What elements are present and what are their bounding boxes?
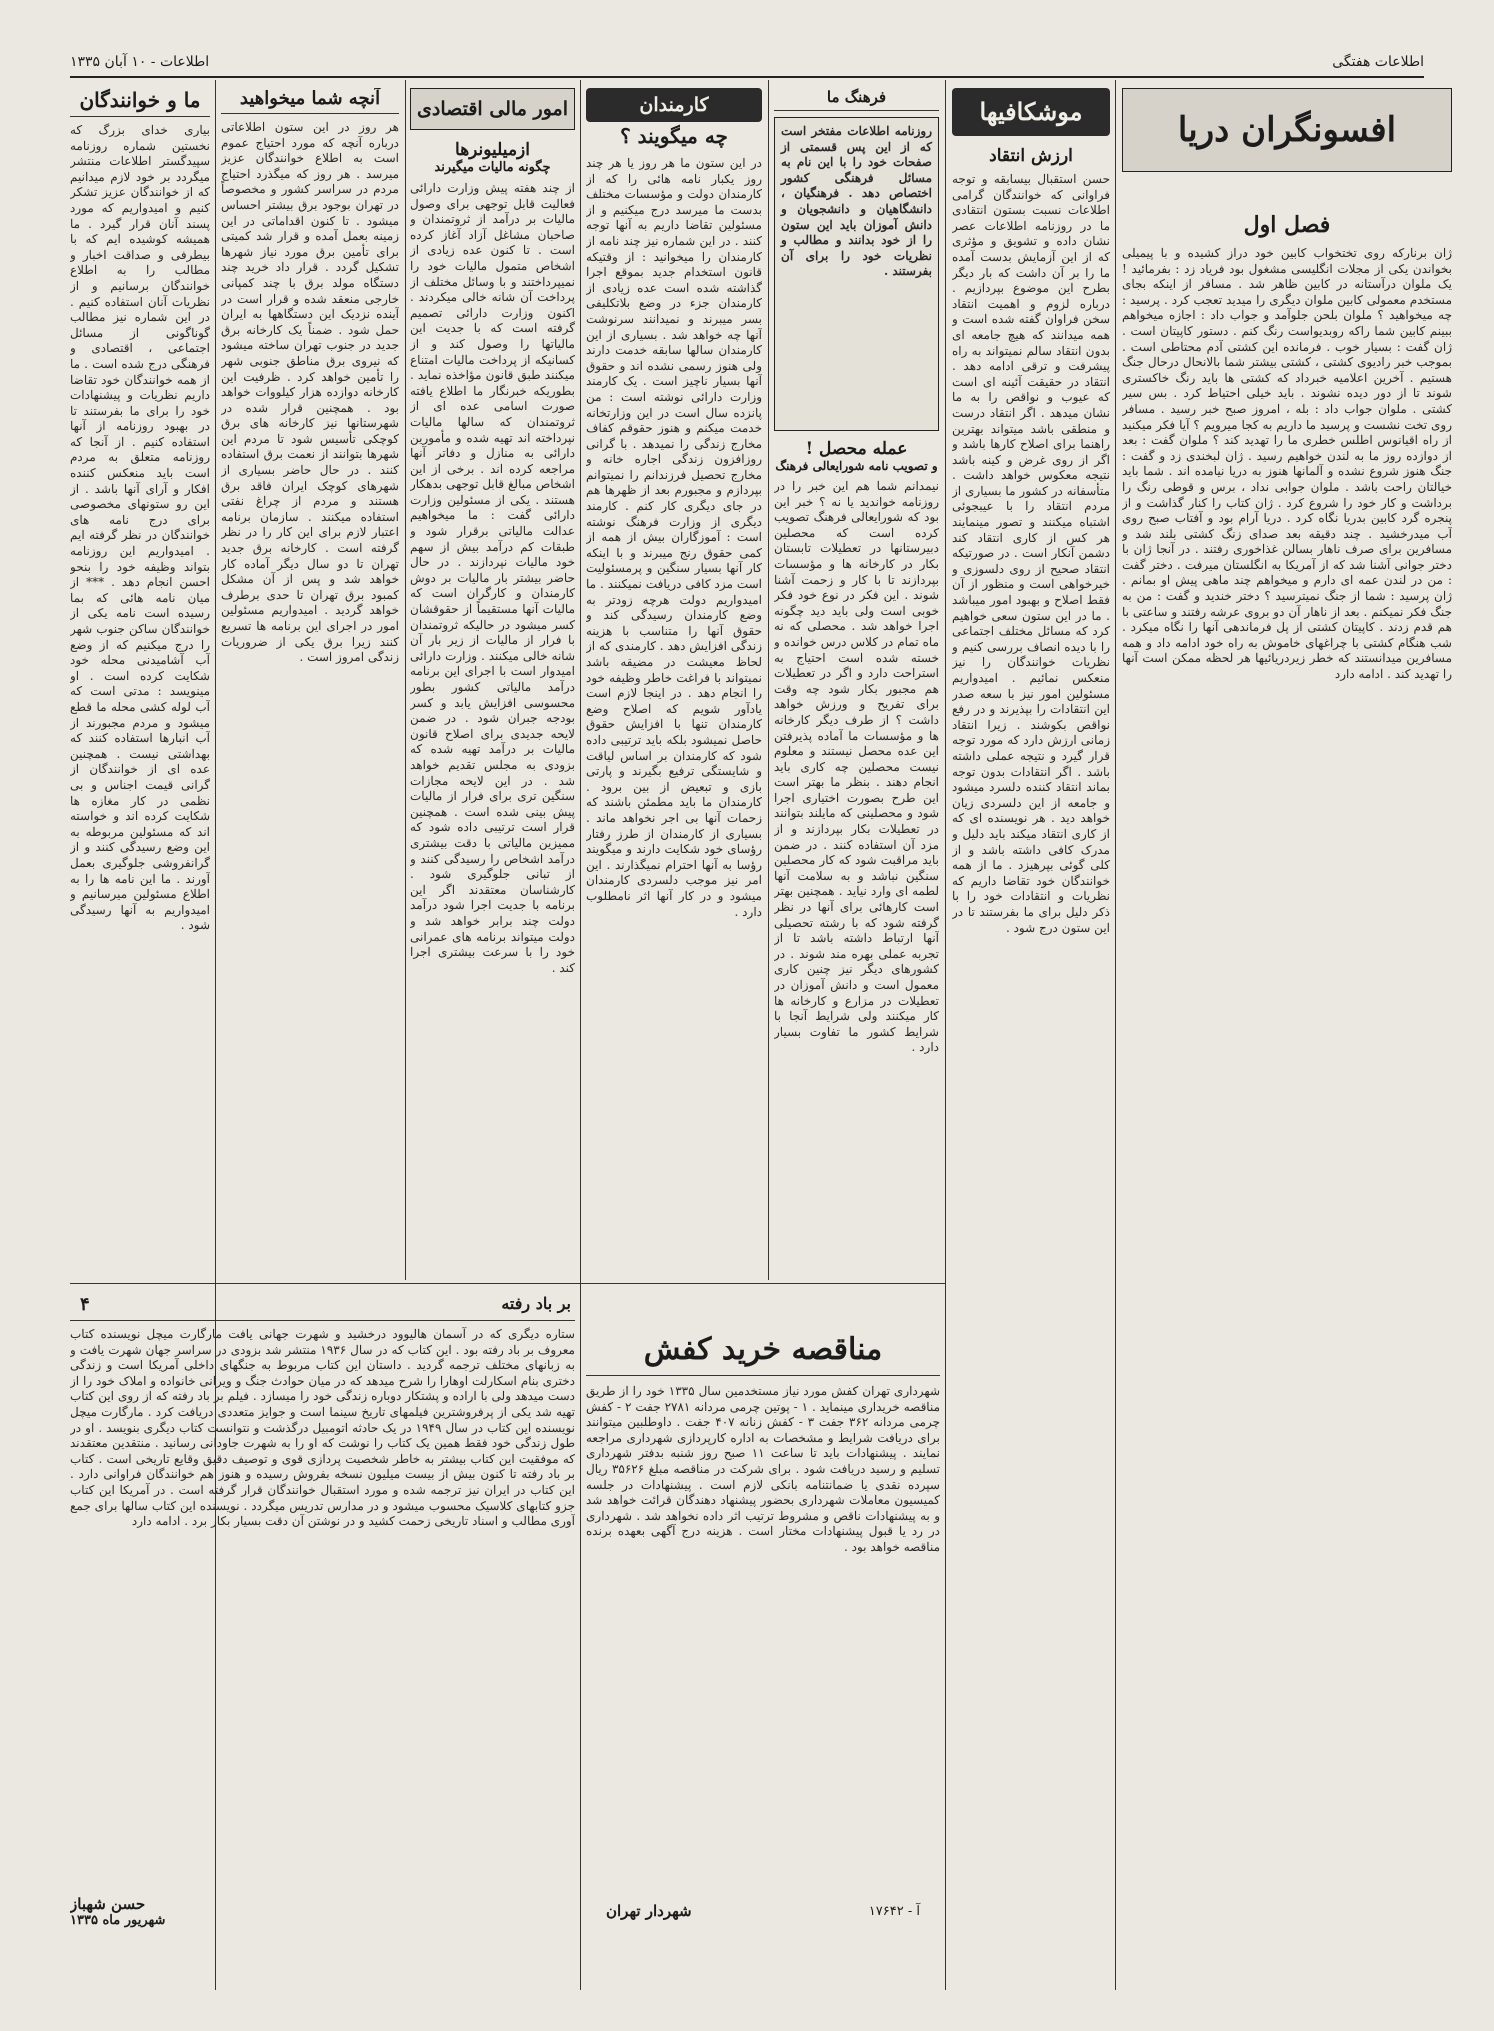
economy-subtitle-2: چگونه مالیات میگیرند (434, 160, 551, 175)
masthead-left: اطلاعات - ۱۰ آبان ۱۳۳۵ (70, 54, 210, 70)
chapter-title: فصل اول (1243, 212, 1331, 238)
employees-body: در این ستون ما هر روز یا هر چند روز یکبار نامه هائی را که از کارمندان دولت و مؤسسات مختلف بدست ما میرسد درج میکنیم و از مسئولین تقاضا داریم به آنها توجه کنند . در این شماره نیز چند نامه از کارمندان را میخوانید : از وقتیکه قانون استخدام جدید بموقع اجرا گذاشته شده است عده زیادی از کارمندان جزء در وضع بلاتکلیفی بسر میبرند و نمیدانند سرنوشت آنها چه خواهد شد . بسیاری از این کارمندان سالها سابقه خدمت دارند ولی هنوز رسمی نشده اند و حقوق آنها بسیار ناچیز است . یک کارمند وزارت دارائی نوشته است : من پانزده سال است در این وزارتخانه خدمت میکنم و هنوز حقوقم کفاف مخارج زندگی را نمیدهد . با گرانی روزافزون زندگی اجاره خانه و مخارج تحصیل فرزندانم را نمیتوانم بپردازم و مجبورم بعد از ظهرها هم در جای دیگری کار کنم . کارمند دیگری از وزارت فرهنگ نوشته است : آموزگاران بیش از همه از کمی حقوق رنج میبرند و با اینکه کار آنها بسیار سنگین و پرمسئولیت است مزد کافی دریافت نمیکنند . ما امیدواریم دولت هرچه زودتر به وضع کارمندان رسیدگی کند و حقوق آنها را متناسب با هزینه زندگی افزایش دهد . کارمندی که از لحاظ معیشت در مضیقه باشد نمیتواند با فراغت خاطر وظیفه خود را انجام دهد . در اینجا لازم است یادآور شویم که اصلاح وضع کارمندان تنها با افزایش حقوق حاصل نمیشود بلکه باید ترتیبی داده شود که کارمندان بر اساس لیاقت و شایستگی ترفیع بگیرند و پارتی بازی و تبعیض از بین برود . کارمندان ما باید مطمئن باشند که زحمات آنها بی اجر نخواهد ماند . بسیاری از کارمندان از طرز رفتار رؤسای خود شکایت دارند و میگویند رؤسا به آنها احترام نمیگذارند . این امر نیز موجب دلسردی کارمندان میشود و در کار آنها اثر نامطلوب دارد . (586, 156, 762, 919)
installment-number: ۴ (80, 1294, 90, 1315)
critique-body: حسن استقبال بیسابقه و توجه فراوانی که خوانندگان گرامی اطلاعات نسبت بستون انتقادی ما در روزنامه اطلاعات عصر نشان داده و تشویق و مؤثری که از این آزمایش بدست آمده ما را بر آن داشت که بار دیگر بطرح این موضوع بپردازیم . درباره لزوم و اهمیت انتقاد سخن فراوان گفته شده است و همه میدانند که هیچ جامعه ای بدون انتقاد سالم نمیتواند به راه پیشرفت و ترقی ادامه دهد . انتقاد در حقیقت آئینه ای است که عیوب و نواقص را به ما نشان میدهد . اگر انتقاد درست و منطقی باشد میتواند بهترین راهنما برای اصلاح کارها باشد و اگر از روی غرض و کینه باشد نتیجه معکوس خواهد داشت . متأسفانه در کشور ما بسیاری از مردم انتقاد را با عیبجوئی اشتباه میکنند و تصور مینمایند هر کس از کاری انتقاد کند دشمن آنکار است . در صورتیکه انتقاد صحیح از روی دلسوزی و خیرخواهی است و منظور از آن فقط اصلاح و بهبود امور میباشد . ما در این ستون سعی خواهیم کرد که مسائل مختلف اجتماعی را با دیده انصاف بررسی کنیم و نظریات خوانندگان را نیز منعکس نمائیم . امیدواریم مسئولین امور نیز با سعه صدر این انتقادات را بپذیرند و در رفع نواقص بکوشند . زیرا انتقاد زمانی ارزش دارد که مورد توجه قرار گیرد و نتیجه عملی داشته باشد . اگر انتقادات بدون توجه بماند انتقاد کننده دلسرد میشود و جامعه از این دلسردی زیان خواهد دید . هر نویسنده ای که از کاری انتقاد میکند باید دلیل و مدرک کافی داشته باشد و از کلی گوئی بپرهیزد . ما از همه خوانندگان خود تقاضا داریم که نظریات و انتقادات خود را با ذکر دلیل برای ما بفرستند تا در این ستون درج شود . (952, 172, 1110, 935)
critique-heading: موشکافیها (952, 88, 1110, 136)
column-rule (405, 80, 406, 1280)
employees-heading-line2: چه میگویند ؟ (620, 124, 728, 148)
masthead-right: اطلاعات هفتگی (1332, 54, 1424, 70)
economy-body: از چند هفته پیش وزارت دارائی فعالیت قابل توجهی برای وصول مالیات بر درآمد از ثروتمندان و صاحبان مشاغل آزاد آغاز کرده است . تا کنون عده زیادی از اشخاص متمول مالیات خود را نمیپرداختند و با وسائل مختلف از پرداخت آن شانه خالی میکردند . اکنون وزارت دارائی تصمیم گرفته است که با جدیت این مالیاتها را وصول کند و از کسانیکه از پرداخت مالیات امتناع میکنند طبق قانون مؤاخذه نماید . بطوریکه خبرنگار ما اطلاع یافته صورت اسامی عده ای از ثروتمندان که سالها مالیات نپرداخته اند تهیه شده و مأمورین دارائی به منازل و دفاتر آنها مراجعه کرده اند . برخی از این اشخاص مبالغ قابل توجهی بدهکار هستند . یکی از مسئولین وزارت دارائی گفت : ما میخواهیم عدالت مالیاتی برقرار شود و طبقات کم درآمد بیش از سهم خود مالیات نپردازند . در حال حاضر بیشتر بار مالیات بر دوش کارمندان و کارگران است که مالیات آنها مستقیماً از حقوقشان کسر میشود در حالیکه ثروتمندان با فرار از مالیات از زیر بار آن شانه خالی میکنند . وزارت دارائی امیدوار است با اجرای این برنامه درآمد مالیاتی کشور بطور محسوسی افزایش یابد و کسر بودجه جبران شود . در ضمن لایحه جدیدی برای اصلاح قانون مالیات بر درآمد تهیه شده که بزودی به مجلس تقدیم خواهد شد . در این لایحه مجازات سنگین تری برای فرار از مالیات پیش بینی شده است . همچنین قرار است ترتیبی داده شود که ممیزین مالیاتی با دقت بیشتری درآمد اشخاص را رسیدگی کنند و از تبانی جلوگیری شود . کارشناسان معتقدند اگر این برنامه با جدیت اجرا شود درآمد دولت چند برابر خواهد شد و دولت میتواند برنامه های عمرانی خود را با سرعت بیشتری اجرا کند . (410, 181, 575, 975)
readers-heading: ما و خوانندگان (70, 88, 210, 117)
column-rule (768, 80, 769, 1280)
column-what-you-want (221, 88, 399, 1278)
culture-article-title: عمله محصل ! (805, 439, 908, 459)
economy-heading: امور مالی اقتصادی (410, 88, 575, 130)
column-critique (952, 88, 1110, 1988)
readers-body: بیاری خدای بزرگ که نخستین شماره روزنامه سپیدگستر اطلاعات منتشر میگردد بر خود لازم میدانیم که از خوانندگان عزیز تشکر کنیم و امیدواریم که مورد پسند آنان قرار گیرد . ما همیشه کوشیده ایم که با بیطرفی و صداقت اخبار و مطالب را به اطلاع خوانندگان برسانیم و از نظریات آنان استفاده کنیم . در این شماره نیز مطالب گوناگونی از مسائل اجتماعی ، اقتصادی و فرهنگی درج شده است . ما از همه خوانندگان خود تقاضا داریم نظریات و پیشنهادات خود را برای ما بفرستند تا در بهبود روزنامه از آنها استفاده کنیم . از آنجا که روزنامه متعلق به مردم است باید منعکس کننده افکار و آرای آنها باشد . از این رو ستونهای مخصوصی برای درج نامه های خوانندگان در نظر گرفته ایم . امیدواریم این روزنامه بتواند وظیفه خود را بنحو احسن انجام دهد . *** از میان نامه هائی که بما رسیده است نامه یکی از خوانندگان ساکن جنوب شهر را درج میکنیم که از وضع آب آشامیدنی محله خود شکایت کرده است . او مینویسد : مدتی است که آب لوله کشی محله ما قطع میشود و مردم مجبورند از آب انبارها استفاده کنند که بهداشتی نیست . همچنین عده ای از خوانندگان از گرانی قیمت اجناس و بی نظمی در کار مغازه ها شکایت کرده اند و خواسته اند که مسئولین مربوطه به این وضع رسیدگی کنند و از گرانفروشی جلوگیری بعمل آورند . ما این نامه ها را به اطلاع مسئولین میرسانیم و امیدواریم به آنها رسیدگی شود . (70, 123, 210, 933)
critique-subtitle: ارزش انتقاد (989, 146, 1073, 166)
section-rule (580, 1283, 945, 1284)
section-rule (70, 1283, 580, 1284)
column-serial-story (1122, 88, 1452, 1988)
column-rule (1115, 80, 1116, 1990)
column-culture (774, 88, 939, 1278)
author-date: شهریور ماه ۱۳۳۵ (70, 1913, 166, 1928)
tender-code: آ - ۱۷۶۴۲ (868, 1904, 920, 1919)
tender-signature: شهردار تهران (606, 1902, 692, 1920)
economy-subtitle: ازمیلیونرها (455, 140, 530, 160)
column-economy (410, 88, 575, 1278)
gone-with-wind-body: ستاره دیگری که در آسمان هالیوود درخشید و شهرت جهانی یافت مارگارت میچل نویسنده کتاب معروف بر باد رفته بود . این کتاب که در سال ۱۹۳۶ منتشر شد بزودی در سراسر جهان شهرت یافت و به زبانهای مختلف ترجمه گردید . داستان این کتاب مربوط به جنگهای داخلی آمریکا است و زندگی دختری بنام اسکارلت اوهارا را شرح میدهد که در میان حوادث جنگ و ویرانی خانواده و املاک خود را از دست میدهد ولی با اراده و پشتکار دوباره زندگی خود را میسازد . فیلم بر باد رفته که از روی این کتاب تهیه شد یکی از پرفروشترین فیلمهای تاریخ سینما است و جوایز متعددی دریافت کرد . مارگارت میچل نویسنده این کتاب در سال ۱۹۴۹ در یک حادثه اتومبیل درگذشت و نتوانست کتاب دیگری بنویسد . او در طول زندگی خود فقط همین یک کتاب را نوشت که او را به شهرت جاودانی رسانید . منتقدین معتقدند که موفقیت این کتاب بیشتر به خاطر شخصیت پردازی قوی و توصیف دقیق وقایع تاریخی است . کتاب بر باد رفته تا کنون بیش از بیست میلیون نسخه بفروش رسیده و هنوز هم خوانندگان فراوانی دارد . این کتاب در ایران نیز ترجمه شده و مورد استقبال خوانندگان قرار گرفته است . در آمریکا این کتاب جزو کتابهای کلاسیک محسوب میشود و در مدارس تدریس میگردد . نویسنده این کتاب سالها برای جمع آوری مطالب و اسناد تاریخی زحمت کشید و در نوشتن آن دقت بسیار بکار برد . ادامه دارد (70, 1327, 575, 1529)
what-you-want-body: هر روز در این ستون اطلاعاتی درباره آنچه که مورد احتیاج عموم است به اطلاع خوانندگان عزیز میرسد . هر روز که میگذرد احتیاج مردم در سراسر کشور و مخصوصاً در تهران بوجود برق بیشتر احساس میشود . تا کنون اقداماتی در این زمینه بعمل آمده و قرار شد کمیتی برای تأمین برق مورد نیاز شهرها تشکیل گردد . قرار داد خرید چند دستگاه مولد برق با چند کمپانی خارجی منعقد شده و قرار است در آینده نزدیک این دستگاهها به ایران حمل شود . ضمناً یک کارخانه برق جدید در جنوب تهران ساخته میشود که نیروی برق مناطق جنوبی شهر را تأمین خواهد کرد . ظرفیت این کارخانه دوازده هزار کیلووات خواهد بود . همچنین قرار شده در شهرستانها نیز کارخانه های برق کوچکی تأسیس شود تا مردم این شهرها بتوانند از نعمت برق استفاده کنند . در حال حاضر بسیاری از شهرهای کوچک ایران فاقد برق هستند و مردم از چراغ نفتی استفاده میکنند . سازمان برنامه اعتبار لازم برای این کار را در نظر گرفته است . کارخانه برق جدید تهران تا دو سال دیگر آماده کار خواهد شد و پس از آن مشکل کمبود برق تهران تا حدی برطرف خواهد گردید . امیدواریم مسئولین امور در اجرای این برنامه ها تسریع کنند زیرا برق یکی از ضروریات زندگی امروز است . (221, 120, 399, 665)
serial-story-heading: افسونگران دریا (1122, 88, 1452, 172)
tender-title: مناقصه خرید کفش (586, 1332, 940, 1376)
author-signature: حسن شهباز (70, 1895, 146, 1913)
employees-heading: کارمندان (586, 88, 762, 122)
column-rule (580, 80, 581, 1990)
masthead-strip (70, 50, 1424, 78)
culture-article-body: نیمدانم شما هم این خبر را در روزنامه خواندید یا نه ؟ خبر این بود که شورایعالی فرهنگ تصویب کرده است که محصلین دبیرستانها در تعطیلات تابستان بکار در کارخانه ها و مؤسسات بپردازند تا با کار و زحمت آشنا شوند . این فکر در نوع خود فکر خوبی است ولی باید دید چگونه اجرا خواهد شد . محصلی که نه ماه تمام در کلاس درس خوانده و خسته شده است احتیاج به استراحت دارد و اگر در تعطیلات هم مجبور بکار شود چه وقت برای تفریح و ورزش خواهد داشت ؟ از طرف دیگر کارخانه ها و مؤسسات ما آماده پذیرفتن این عده محصل نیستند و معلوم نیست محصلین چه کاری باید انجام دهند . بنظر ما بهتر است این طرح بصورت اختیاری اجرا شود و محصلینی که مایلند بتوانند در تعطیلات بکار بپردازند و از مزد آن استفاده کنند . در ضمن باید مراقبت شود که کار محصلین سنگین نباشد و به سلامت آنها لطمه ای وارد نیاید . همچنین بهتر است کارهائی برای آنها در نظر گرفته شود که با رشته تحصیلی آنها ارتباط داشته باشد تا از تجربه عملی بهره مند شوند . در کشورهای دیگر نیز چنین کاری معمول است و دانش آموزان در تعطیلات در مزارع و کارخانه ها کار میکنند ولی شرایط آنجا با شرایط کشور ما تفاوت بسیار دارد . (774, 479, 939, 1055)
column-readers (70, 88, 210, 1278)
culture-notice-box: روزنامه اطلاعات مفتخر است که از این پس قسمتی از صفحات خود را با این نام به مسائل فرهنگی کشور اختصاص دهد . فرهنگیان ، دانشگاهیان و دانشجویان و دانش آموزان باید این ستون را از خود بدانند و مطالب و نظریات خود را برای آن بفرستند . (774, 117, 939, 431)
gone-with-wind-heading: بر باد رفته (501, 1294, 571, 1313)
culture-article-subtitle: و تصویب نامه شورایعالی فرهنگ (775, 459, 938, 473)
article-gone-with-the-wind (70, 1292, 575, 1992)
column-rule (945, 80, 946, 1990)
serial-story-body: ژان برنارکه روی تختخواب کابین خود دراز کشیده و با پیمیلی بخواندن یکی از مجلات انگلیسی مشغول بود فریاد زد : بفرمائید ! یک ملوان درآستانه در کابین ظاهر شد . مسافر از اینکه بجای مستخدم معمولی کابین ملوان دیگری را میدید تعجب کرد . پرسید : چه میخواهید ؟ ملوان بلحن جلوآمد و جواب داد : اجازه میخواهم ببینم کابین شما راکه روبدیواست رنگ کنم . دستور کاپیتان است . ژان گفت : بسیار خوب . فرمانده این کشتی آدم محتاطی است . بموجب خبر رادیوی کشتی ، کشتی بیشتر شما بالانحال درحال جنگ هستیم . آخرین اعلامیه خبرداد که کشتی ها باید رنگ خاکستری شوند تا از دور دیده نشوند . باید خیلی احتیاط کرد . بس سیر کشتی . ملوان جواب داد : بله ، امروز صبح خبر رسید . مسافر روی تخت نشست و پرسید ما داریم به کجا میرویم ؟ آیا فکر میکنید از راه اقیانوس اطلس خطری ما را تهدید کند ؟ ملوان گفت : بعد از دوازده روز ما به لندن خواهیم رسید . ژان لبخندی زد و گفت : جنگ هنوز شروع نشده و آلمانها هنوز به دریا نیامده اند . شما باید خیالتان راحت باشد . ملوان جوابی نداد ، برس و قوطی رنگ را برداشت و کار خود را شروع کرد . ژان کتاب را کنار گذاشت و از پنجره گرد کابین بدریا نگاه کرد . دریا آرام بود و آفتاب صبح روی آب میدرخشید . چند دقیقه بعد صدای زنگ کشتی بلند شد و مسافرین برای صرف ناهار بسالن غذاخوری رفتند . در آنجا ژان با دختر جوانی آشنا شد که از آمریکا به انگلستان میرفت . دختر گفت : من در لندن عمه ای دارم و میخواهم چند ماهی پیش او بمانم . ژان پرسید : شما از جنگ نمیترسید ؟ دختر خندید و گفت : من به جنگ فکر نمیکنم . بعد از ناهار آن دو بروی عرشه رفتند و ساعتی با هم قدم زدند . کاپیتان کشتی از پل فرماندهی آنها را نگاه میکرد . شب هنگام کشتی با چراغهای خاموش به راه خود ادامه داد و همه مسافرین میدانستند که خطر زیردریائیها هر لحظه ممکن است آنها را تهدید کند . ادامه دارد (1122, 246, 1452, 682)
column-employees (586, 88, 762, 1278)
culture-heading: فرهنگ ما (774, 88, 939, 111)
tender-advertisement (586, 1292, 940, 1992)
tender-body: شهرداری تهران کفش مورد نیاز مستخدمین سال ۱۳۳۵ خود را از طریق مناقصه خریداری مینماید . ۱ - پوتین چرمی مردانه ۲۷۸۱ جفت ۲ - کفش چرمی مردانه ۳۶۲ جفت ۳ - کفش زنانه ۴۰۷ جفت . داوطلبین میتوانند برای دریافت شرایط و مشخصات به اداره کارپردازی شهرداری مراجعه نمایند . پیشنهادات باید تا ساعت ۱۱ صبح روز شنبه بدفتر شهرداری تسلیم و رسید دریافت شود . برای شرکت در مناقصه مبلغ ۳۵۶۲۶ ریال سپرده نقدی یا ضمانتنامه بانکی لازم است . پیشنهادات در جلسه کمیسیون معاملات شهرداری بحضور پیشنهاد دهندگان قرائت خواهد شد و به پیشنهادات ناقص و مشروط ترتیب اثر داده نخواهد شد . شهرداری در رد یا قبول پیشنهادات مختار است . هزینه درج آگهی بعهده برنده مناقصه خواهد بود . (586, 1384, 940, 1554)
what-you-want-heading: آنچه شما میخواهید (221, 88, 399, 114)
